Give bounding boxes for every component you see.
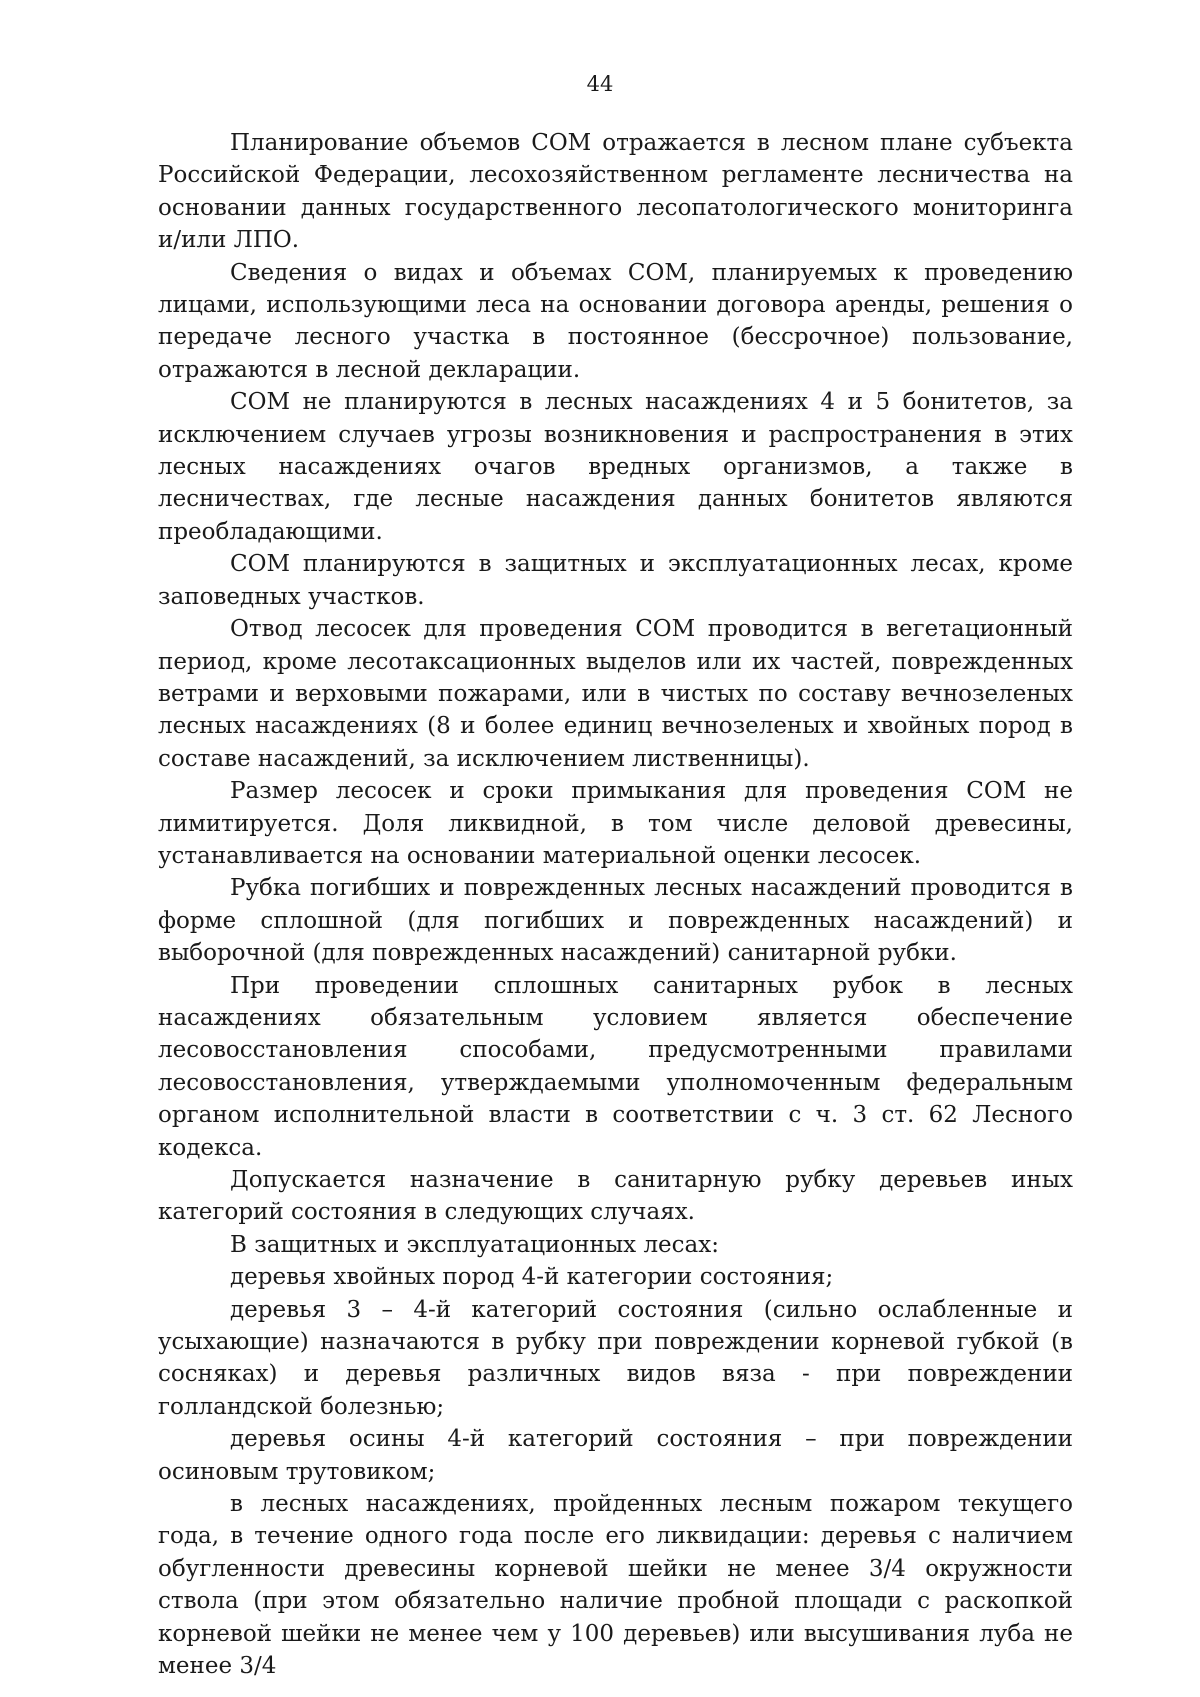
paragraph: в лесных насаждениях, пройденных лесным пожаром текущего года, в течение одного года после его ликвидации: деревья с наличием обугленности древесины корневой шейки не менее 3/4 окружности ствола (при этом обязательно наличие пробной площади с раскопкой корневой шейки не менее чем у 100 деревьев) или высушивания луба не менее 3/4 bbox=[158, 1491, 1073, 1680]
paragraph: Допускается назначение в санитарную рубку деревьев иных категорий состояния в следующих случаях. bbox=[158, 1167, 1073, 1226]
paragraph: Планирование объемов СОМ отражается в лесном плане субъекта Российской Федерации, лесохозяйственном регламенте лесничества на основании данных государственного лесопатологического мониторинга и/или ЛПО. bbox=[158, 130, 1073, 254]
paragraph: деревья 3 – 4-й категорий состояния (сильно ослабленные и усыхающие) назначаются в рубку при повреждении корневой губкой (в сосняках) и деревья различных видов вяза - при повреждении голландской болезнью; bbox=[158, 1296, 1073, 1420]
paragraph: Сведения о видах и объемах СОМ, планируемых к проведению лицами, использующими леса на основании договора аренды, решения о передаче лесного участка в постоянное (бессрочное) пользование, отражаются в лесной декларации. bbox=[158, 259, 1073, 383]
document-body bbox=[158, 127, 1073, 1683]
paragraph: Отвод лесосек для проведения СОМ проводится в вегетационный период, кроме лесотаксационных выделов или их частей, поврежденных ветрами и верховыми пожарами, или в чистых по составу вечнозеленых лесных насаждениях (8 и более единиц вечнозеленых и хвойных пород в составе насаждений, за исключением лиственницы). bbox=[158, 616, 1073, 772]
paragraph: деревья осины 4-й категорий состояния – при повреждении осиновым трутовиком; bbox=[158, 1426, 1073, 1485]
page-number: 44 bbox=[586, 72, 614, 96]
paragraph: Рубка погибших и поврежденных лесных насаждений проводится в форме сплошной (для погибших и поврежденных насаждений) и выборочной (для поврежденных насаждений) санитарной рубки. bbox=[158, 875, 1073, 967]
paragraph: В защитных и эксплуатационных лесах: bbox=[230, 1231, 719, 1258]
paragraph: деревья хвойных пород 4-й категории состояния; bbox=[230, 1264, 834, 1291]
paragraph: При проведении сплошных санитарных рубок в лесных насаждениях обязательным условием является обеспечение лесовосстановления способами, предусмотренными правилами лесовосстановления, утверждаемыми уполномоченным федеральным органом исполнительной власти в соответствии с ч. 3 ст. 62 Лесного кодекса. bbox=[158, 972, 1073, 1161]
paragraph: СОМ планируются в защитных и эксплуатационных лесах, кроме заповедных участков. bbox=[158, 551, 1073, 610]
paragraph: Размер лесосек и сроки примыкания для проведения СОМ не лимитируется. Доля ликвидной, в том числе деловой древесины, устанавливается на основании материальной оценки лесосек. bbox=[158, 778, 1073, 869]
paragraph: СОМ не планируются в лесных насаждениях 4 и 5 бонитетов, за исключением случаев угрозы возникновения и распространения в этих лесных насаждениях очагов вредных организмов, а также в лесничествах, где лесные насаждения данных бонитетов являются преобладающими. bbox=[158, 389, 1073, 545]
